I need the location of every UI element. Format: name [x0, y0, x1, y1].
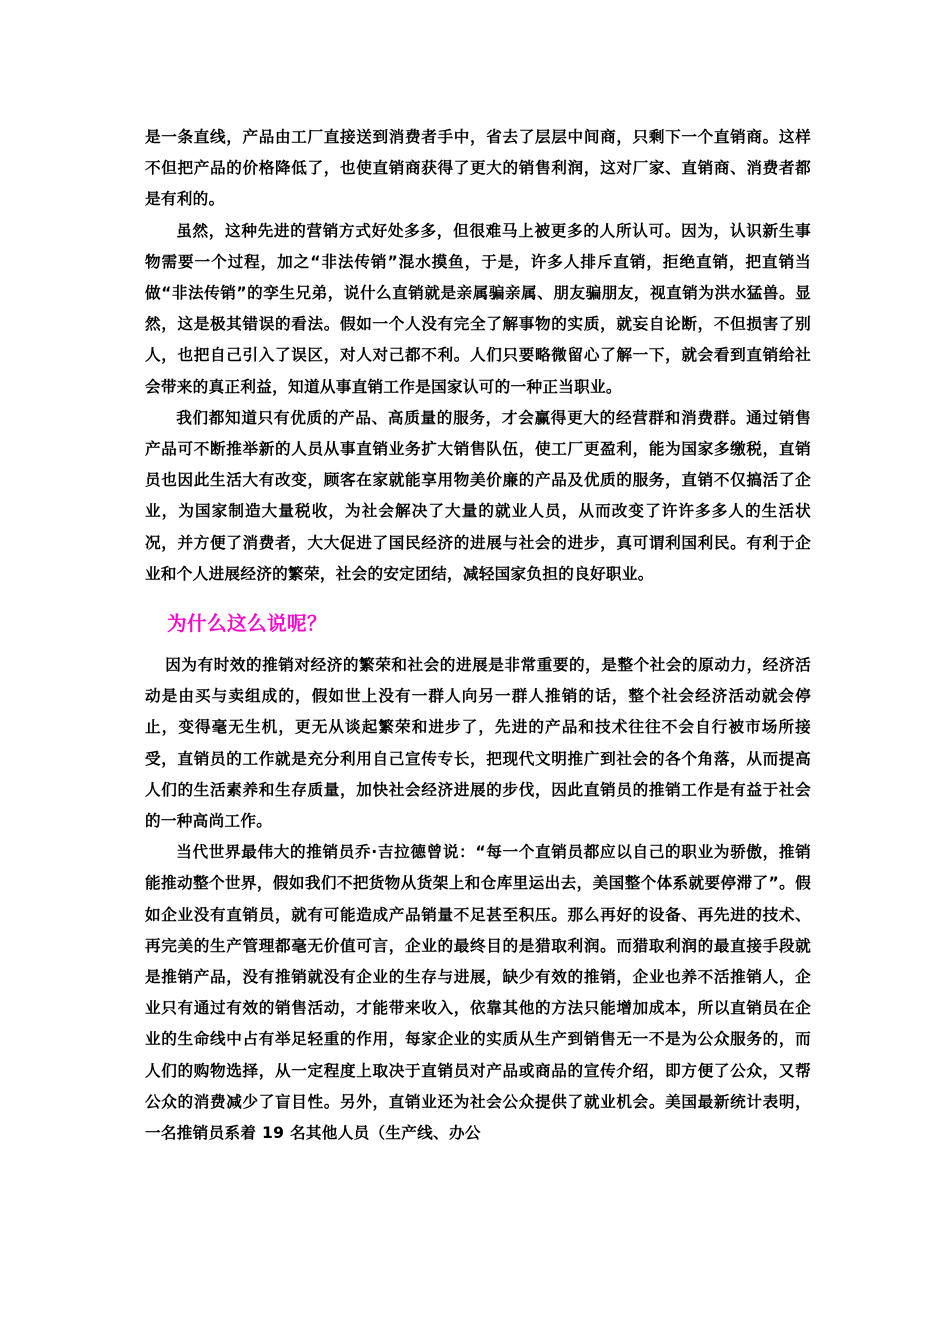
- paragraph-2: 虽然，这种先进的营销方式好处多多，但很难马上被更多的人所认可。因为，认识新生事物需要一个过程，加之“非法传销”混水摸鱼，于是，许多人排斥直销，拒绝直销，把直销当做“非法传销”的孪生兄弟，说什么直销就是亲属骗亲属、朋友骗朋友，视直销为洪水猛兽。显然，这是极其错误的看法。假如一个人没有完全了解事物的实质，就妄自论断，不但损害了别人，也把自己引入了误区，对人对己都不利。人们只要略微留心了解一下，就会看到直销给社会带来的真正利益，知道从事直销工作是国家认可的一种正当职业。: [145, 221, 811, 396]
- section-heading: 为什么这么说呢？: [167, 612, 328, 636]
- paragraph-3: 我们都知道只有优质的产品、高质量的服务，才会赢得更大的经营群和消费群。通过销售产品可不断推举新的人员从事直销业务扩大销售队伍，使工厂更盈利，能为国家多缴税，直销员也因此生活大有改变，顾客在家就能享用物美价廉的产品及优质的服务，直销不仅搞活了企业，为国家制造大量税收，为社会解决了大量的就业人员，从而改变了许许多多人的生活状况，并方便了消费者，大大促进了国民经济的进展与社会的进步，真可谓利国利民。有利于企业和个人进展经济的繁荣，社会的安定团结，减轻国家负担的良好职业。: [145, 408, 811, 583]
- paragraph-5: 当代世界最伟大的推销员乔·吉拉德曾说：“每一个直销员都应以自己的职业为骄傲，推销能推动整个世界，假如我们不把货物从货架上和仓库里运出去，美国整个体系就要停滞了”。假如企业没有直销员，就有可能造成产品销量不足甚至积压。那么再好的设备、再先进的技术、再完美的生产管理都毫无价值可言，企业的最终目的是猎取利润。而猎取利润的最直接手段就是推销产品，没有推销就没有企业的生存与进展，缺少有效的推销，企业也养不活推销人，企业只有通过有效的销售活动，才能带来收入，依靠其他的方法只能增加成本，所以直销员在企业的生命线中占有举足轻重的作用，每家企业的实质从生产到销售无一不是为公众服务的，而人们的购物选择，从一定程度上取决于直销员对产品或商品的宣传介绍，即方便了公众，又帮公众的消费减少了盲目性。另外，直销业还为社会公众提供了就业机会。美国最新统计表明，一名推销员系着 19 名其他人员（生产线、办公: [145, 843, 811, 1143]
- paragraph-1: 是一条直线，产品由工厂直接送到消费者手中，省去了层层中间商，只剩下一个直销商。这样不但把产品的价格降低了，也使直销商获得了更大的销售利润，这对厂家、直销商、消费者都是有利的。: [145, 128, 811, 209]
- paragraph-4: 因为有时效的推销对经济的繁荣和社会的进展是非常重要的，是整个社会的原动力，经济活动是由买与卖组成的，假如世上没有一群人向另一群人推销的话，整个社会经济活动就会停止，变得毫无生机，更无从谈起繁荣和进步了，先进的产品和技术往往不会自行被市场所接受，直销员的工作就是充分利用自己宣传专长，把现代文明推广到社会的各个角落，从而提高人们的生活素养和生存质量，加快社会经济进展的步伐，因此直销员的推销工作是有益于社会的一种高尚工作。: [145, 656, 811, 831]
- document-page: [145, 122, 811, 1149]
